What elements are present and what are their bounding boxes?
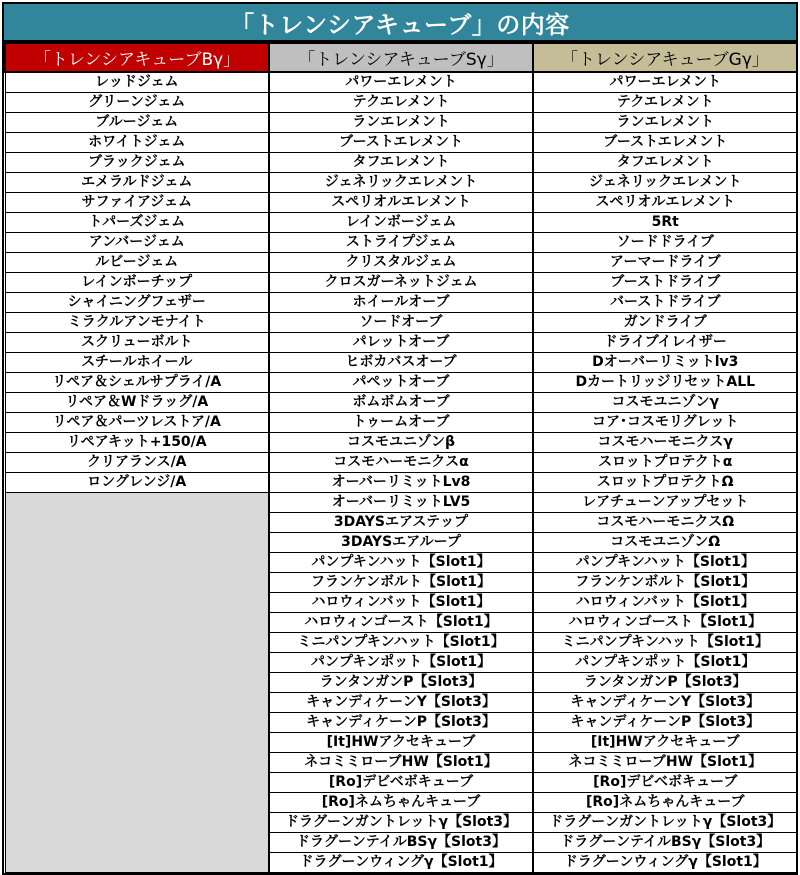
table-row xyxy=(5,393,797,413)
cube-s-item: ランエレメント xyxy=(269,113,533,133)
cube-s-item: パワーエレメント xyxy=(269,72,533,93)
cube-b-item: リペア＆Wドラッグ/A xyxy=(5,393,269,413)
table-row xyxy=(5,473,797,493)
header-cube-b: 「トレンシアキューブBγ」 xyxy=(5,43,269,72)
cube-s-item: ハロウィンバット【Slot1】 xyxy=(269,593,533,613)
cube-g-item: バーストドライブ xyxy=(533,293,797,313)
cube-g-item: ハロウィンバット【Slot1】 xyxy=(533,593,797,613)
cube-s-item: オーバーリミットLv8 xyxy=(269,473,533,493)
cube-g-item: [Ro]デビベボキューブ xyxy=(533,773,797,793)
cube-g-item: ドライブイレイザー xyxy=(533,333,797,353)
cube-s-item: ブーストエレメント xyxy=(269,133,533,153)
cube-g-item: コスモユニゾンΩ xyxy=(533,533,797,553)
cube-g-item: ドラグーンガントレットγ【Slot3】 xyxy=(533,813,797,833)
table-row xyxy=(5,433,797,453)
cube-g-item: [It]HWアクセキューブ xyxy=(533,733,797,753)
table-row xyxy=(5,113,797,133)
cube-s-item: コスモユニゾンβ xyxy=(269,433,533,453)
cube-s-item: ドラグーンウィングγ【Slot1】 xyxy=(269,853,533,873)
cube-s-item: ストライプジェム xyxy=(269,233,533,253)
cube-g-item: ハロウィンゴースト【Slot1】 xyxy=(533,613,797,633)
cube-g-item: ブーストエレメント xyxy=(533,133,797,153)
table-row xyxy=(5,93,797,113)
cube-s-item: パンプキンハット【Slot1】 xyxy=(269,553,533,573)
cube-s-item: ドラグーンテイルBSγ【Slot3】 xyxy=(269,833,533,853)
cube-b-item: アンバージェム xyxy=(5,233,269,253)
table-row xyxy=(5,173,797,193)
contents-body xyxy=(5,72,797,873)
cube-s-item: スペリオルエレメント xyxy=(269,193,533,213)
table-row xyxy=(5,313,797,333)
contents-table xyxy=(4,42,798,873)
cube-g-item: スペリオルエレメント xyxy=(533,193,797,213)
cube-s-item: タフエレメント xyxy=(269,153,533,173)
cube-g-item: タフエレメント xyxy=(533,153,797,173)
cube-b-item: スチールホイール xyxy=(5,353,269,373)
cube-s-item: トゥームオーブ xyxy=(269,413,533,433)
cube-g-item: ドラグーンウィングγ【Slot1】 xyxy=(533,853,797,873)
cube-g-item: パワーエレメント xyxy=(533,72,797,93)
cube-b-item: ブルージェム xyxy=(5,113,269,133)
table-row xyxy=(5,253,797,273)
cube-s-item: キャンディケーンY【Slot3】 xyxy=(269,693,533,713)
cube-g-item: 5Rt xyxy=(533,213,797,233)
cube-s-item: ヒボカバスオーブ xyxy=(269,353,533,373)
cube-b-item: グリーンジェム xyxy=(5,93,269,113)
cube-contents-sheet xyxy=(2,2,798,875)
table-row xyxy=(5,153,797,173)
cube-b-item: スクリューボルト xyxy=(5,333,269,353)
cube-s-item: ランタンガンP【Slot3】 xyxy=(269,673,533,693)
cube-b-item: サファイアジェム xyxy=(5,193,269,213)
cube-g-item: ミニパンプキンハット【Slot1】 xyxy=(533,633,797,653)
cube-g-item: パンプキンポット【Slot1】 xyxy=(533,653,797,673)
cube-g-item: ランエレメント xyxy=(533,113,797,133)
cube-g-item: ネコミミローブHW【Slot1】 xyxy=(533,753,797,773)
cube-s-item: ミニパンプキンハット【Slot1】 xyxy=(269,633,533,653)
table-row xyxy=(5,213,797,233)
cube-s-item: クロスガーネットジェム xyxy=(269,273,533,293)
cube-s-item: [Ro]ネムちゃんキューブ xyxy=(269,793,533,813)
table-row xyxy=(5,413,797,433)
cube-g-item: DカートリッジリセットALL xyxy=(533,373,797,393)
header-row xyxy=(5,43,797,72)
cube-b-item: リペアキット+150/A xyxy=(5,433,269,453)
cube-s-item: オーバーリミットLV5 xyxy=(269,493,533,513)
cube-g-item: キャンディケーンY【Slot3】 xyxy=(533,693,797,713)
cube-g-item: スロットプロテクトΩ xyxy=(533,473,797,493)
cube-s-item: [It]HWアクセキューブ xyxy=(269,733,533,753)
cube-g-item: ジェネリックエレメント xyxy=(533,173,797,193)
cube-g-item: ガンドライブ xyxy=(533,313,797,333)
cube-s-item: フランケンボルト【Slot1】 xyxy=(269,573,533,593)
cube-g-item: キャンディケーンP【Slot3】 xyxy=(533,713,797,733)
cube-g-item: フランケンボルト【Slot1】 xyxy=(533,573,797,593)
table-row xyxy=(5,353,797,373)
cube-b-empty-area xyxy=(5,493,269,873)
table-row xyxy=(5,493,797,513)
cube-b-item: ミラクルアンモナイト xyxy=(5,313,269,333)
cube-b-item: リペア＆シェルサプライ/A xyxy=(5,373,269,393)
table-row xyxy=(5,133,797,153)
cube-b-item: トパーズジェム xyxy=(5,213,269,233)
cube-s-item: パンプキンポット【Slot1】 xyxy=(269,653,533,673)
cube-s-item: ネコミミローブHW【Slot1】 xyxy=(269,753,533,773)
cube-g-item: ランタンガンP【Slot3】 xyxy=(533,673,797,693)
cube-s-item: ボムボムオーブ xyxy=(269,393,533,413)
cube-b-item: ブラックジェム xyxy=(5,153,269,173)
cube-s-item: テクエレメント xyxy=(269,93,533,113)
cube-g-item: Dオーバーリミットlv3 xyxy=(533,353,797,373)
cube-g-item: ソードドライブ xyxy=(533,233,797,253)
cube-b-item: レインボーチップ xyxy=(5,273,269,293)
table-row xyxy=(5,333,797,353)
cube-b-item: エメラルドジェム xyxy=(5,173,269,193)
cube-g-item: レアチューンアップセット xyxy=(533,493,797,513)
table-row xyxy=(5,373,797,393)
cube-s-item: ホイールオーブ xyxy=(269,293,533,313)
table-row xyxy=(5,293,797,313)
cube-s-item: ジェネリックエレメント xyxy=(269,173,533,193)
cube-s-item: パペットオーブ xyxy=(269,373,533,393)
cube-b-item: リペア＆パーツレストア/A xyxy=(5,413,269,433)
table-row xyxy=(5,233,797,253)
header-cube-s: 「トレンシアキューブSγ」 xyxy=(269,43,533,72)
cube-g-item: ブーストドライブ xyxy=(533,273,797,293)
cube-b-item: ホワイトジェム xyxy=(5,133,269,153)
table-row xyxy=(5,72,797,93)
cube-b-item: レッドジェム xyxy=(5,72,269,93)
cube-b-item: シャイニングフェザー xyxy=(5,293,269,313)
cube-g-item: コスモハーモニクスΩ xyxy=(533,513,797,533)
cube-g-item: [Ro]ネムちゃんキューブ xyxy=(533,793,797,813)
cube-g-item: テクエレメント xyxy=(533,93,797,113)
sheet-title: 「トレンシアキューブ」の内容 xyxy=(4,4,796,42)
cube-s-item: [Ro]デビベボキューブ xyxy=(269,773,533,793)
cube-s-item: 3DAYSエアステップ xyxy=(269,513,533,533)
cube-g-item: パンプキンハット【Slot1】 xyxy=(533,553,797,573)
cube-b-item: ルビージェム xyxy=(5,253,269,273)
cube-s-item: ドラグーンガントレットγ【Slot3】 xyxy=(269,813,533,833)
cube-s-item: ハロウィンゴースト【Slot1】 xyxy=(269,613,533,633)
table-row xyxy=(5,193,797,213)
cube-g-item: ドラグーンテイルBSγ【Slot3】 xyxy=(533,833,797,853)
cube-g-item: アーマードライブ xyxy=(533,253,797,273)
cube-b-item: クリアランス/A xyxy=(5,453,269,473)
cube-s-item: ソードオーブ xyxy=(269,313,533,333)
table-row xyxy=(5,273,797,293)
cube-s-item: キャンディケーンP【Slot3】 xyxy=(269,713,533,733)
cube-s-item: レインボージェム xyxy=(269,213,533,233)
table-row xyxy=(5,453,797,473)
cube-b-item: ロングレンジ/A xyxy=(5,473,269,493)
cube-s-item: 3DAYSエアループ xyxy=(269,533,533,553)
cube-g-item: コア･コスモリグレット xyxy=(533,413,797,433)
cube-g-item: スロットプロテクトα xyxy=(533,453,797,473)
cube-s-item: コスモハーモニクスα xyxy=(269,453,533,473)
cube-g-item: コスモユニゾンγ xyxy=(533,393,797,413)
cube-g-item: コスモハーモニクスγ xyxy=(533,433,797,453)
cube-s-item: パレットオーブ xyxy=(269,333,533,353)
cube-s-item: クリスタルジェム xyxy=(269,253,533,273)
header-cube-g: 「トレンシアキューブGγ」 xyxy=(533,43,797,72)
